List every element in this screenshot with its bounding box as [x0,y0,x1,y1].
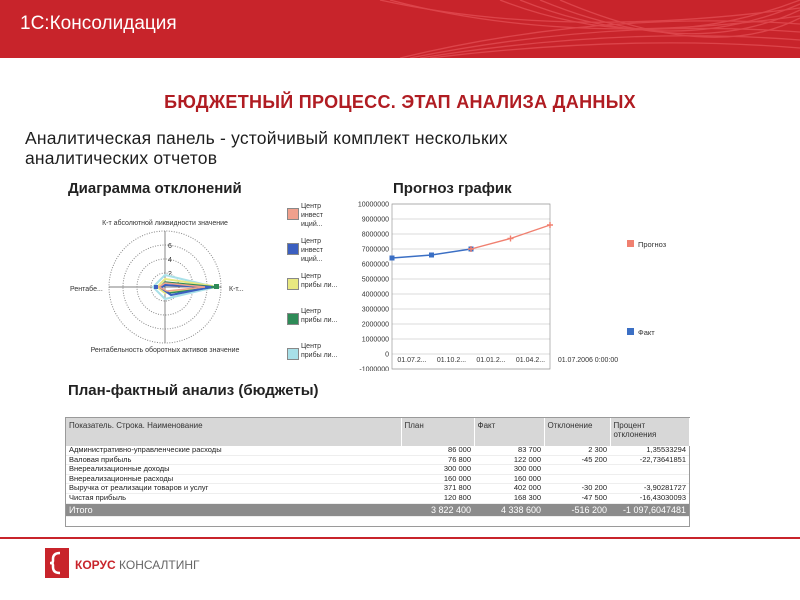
table-cell: 122 000 [474,455,544,465]
legend-label-forecast: Прогноз [638,240,667,249]
radar-legend-item [283,305,343,340]
radar-tick-2: 2 [168,271,172,278]
data-point-forecast [508,236,514,242]
table-cell: Валовая прибыль [66,455,401,465]
radar-point [154,285,158,289]
forecast-chart [350,196,680,371]
forecast-chart-svg [350,196,680,371]
radar-legend-item [283,340,343,375]
y-tick-label: 3000000 [361,306,389,314]
table-cell: -30 200 [544,484,610,494]
col-header-fact[interactable]: Факт [474,418,544,446]
legend-label: Центр прибы ли... [301,308,338,324]
y-tick-label: 8000000 [361,231,389,239]
y-tick-label: 2000000 [361,321,389,329]
table-cell: 160 000 [401,474,474,484]
table-cell: 402 000 [474,484,544,494]
radar-label-right: К-т... [229,286,244,293]
y-tick-label: 5000000 [361,276,389,284]
data-point-forecast [547,222,553,228]
x-tick-label: 01.07.2006 0:00:00 [557,357,619,364]
radar-label-left: Рентабе... [70,286,103,293]
table-cell: 160 000 [474,474,544,484]
y-tick-label: 7000000 [361,246,389,254]
x-tick-label: 01.01.2... [476,357,506,364]
table-row[interactable] [66,484,689,494]
radar-title: Диаграмма отклонений [68,180,242,197]
y-tick-label: 6000000 [361,261,389,269]
y-tick-label: 9000000 [361,216,389,224]
table-cell: 1,35533294 [610,446,689,455]
table-total-cell: Итого [66,503,401,516]
legend-swatch [287,243,299,255]
table-cell: -45 200 [544,455,610,465]
col-header-percent[interactable]: Процент отклонения [610,418,689,446]
legend-swatch [287,208,299,220]
radar-legend-item [283,270,343,305]
y-tick-label: 10000000 [357,201,389,209]
logo-brand: КОРУС [75,558,116,572]
subtitle-line-2: аналитических отчетов [25,148,218,168]
footer-divider [0,537,800,539]
radar-legend [283,200,343,375]
y-tick-label: 0 [385,351,389,359]
table-cell: 120 800 [401,493,474,503]
forecast-title: Прогноз график [393,180,512,197]
radar-label-bottom: Рентабельность оборотных активов значение [90,347,240,354]
table-row[interactable] [66,474,689,484]
plan-title: План-фактный анализ (бюджеты) [68,382,319,399]
logo-brand-sub: КОНСАЛТИНГ [119,558,200,572]
x-tick-label: 01.04.2... [515,357,546,364]
radar-legend-item [283,235,343,270]
table-cell: Выручка от реализации товаров и услуг [66,484,401,494]
table-total-cell: 3 822 400 [401,503,474,516]
table-cell: 76 800 [401,455,474,465]
table-total-cell: -1 097,6047481 [610,503,689,516]
legend-swatch-forecast [627,240,634,247]
col-header-plan[interactable]: План [401,418,474,446]
legend-label: Центр инвест иций... [301,238,324,263]
table-cell: Внереализационные расходы [66,474,401,484]
table-cell: -16,43030093 [610,493,689,503]
table-cell: Внереализационные доходы [66,465,401,475]
korus-logo [45,548,245,583]
table-cell: -47 500 [544,493,610,503]
plan-fact-grid [66,418,690,517]
plot-area [392,204,550,369]
legend-swatch [287,313,299,325]
table-cell [610,465,689,475]
table-cell: -3,90281727 [610,484,689,494]
legend-label: Центр инвест иций... [301,203,324,228]
logo-mark-icon [45,548,69,578]
col-header-name[interactable]: Показатель. Строка. Наименование [66,418,401,446]
table-cell: 2 300 [544,446,610,455]
table-cell: 86 000 [401,446,474,455]
header-bar [0,0,800,58]
radar-legend-item [283,200,343,235]
x-tick-label: 01.07.2... [397,357,427,364]
table-cell: 83 700 [474,446,544,455]
table-row[interactable] [66,465,689,475]
legend-label: Центр прибы ли... [301,343,338,359]
table-total-cell: 4 338 600 [474,503,544,516]
table-cell: -22,73641851 [610,455,689,465]
table-cell: Чистая прибыль [66,493,401,503]
col-header-deviation[interactable]: Отклонение [544,418,610,446]
table-cell [544,465,610,475]
table-cell: 300 000 [474,465,544,475]
x-tick-label: 01.10.2... [436,357,467,364]
y-tick-label: 4000000 [361,291,389,299]
table-cell: Административно-управленческие расходы [66,446,401,455]
legend-swatch [287,348,299,360]
slide-title: БЮДЖЕТНЫЙ ПРОЦЕСС. ЭТАП АНАЛИЗА ДАННЫХ [164,92,636,112]
plan-fact-table [65,417,690,527]
header-title: 1С:Консолидация [20,13,177,34]
table-cell: 371 800 [401,484,474,494]
table-row[interactable] [66,455,689,465]
radar-tick-6: 6 [168,243,172,250]
table-cell [544,474,610,484]
radar-label-top: К-т абсолютной ликвидности значение [102,220,228,227]
subtitle-line-1: Аналитическая панель - устойчивый комплект нескольких [25,128,508,148]
table-total-row[interactable] [66,503,689,516]
table-total-cell: -516 200 [544,503,610,516]
data-point-fact [429,253,434,258]
legend-label-fact: Факт [638,328,655,337]
slide-subtitle [25,128,725,168]
table-row[interactable] [66,446,689,455]
data-point-fact [390,256,395,261]
table-cell [610,474,689,484]
radar-tick-4: 4 [168,257,172,264]
table-body [66,446,689,516]
table-cell: 300 000 [401,465,474,475]
legend-label: Центр прибы ли... [301,273,338,289]
y-tick-label: -1000000 [359,366,389,371]
legend-swatch-fact [627,328,634,335]
table-header-row [66,418,689,446]
radar-point [214,284,219,289]
table-row[interactable] [66,493,689,503]
legend-swatch [287,278,299,290]
y-tick-label: 1000000 [361,336,389,344]
table-cell: 168 300 [474,493,544,503]
